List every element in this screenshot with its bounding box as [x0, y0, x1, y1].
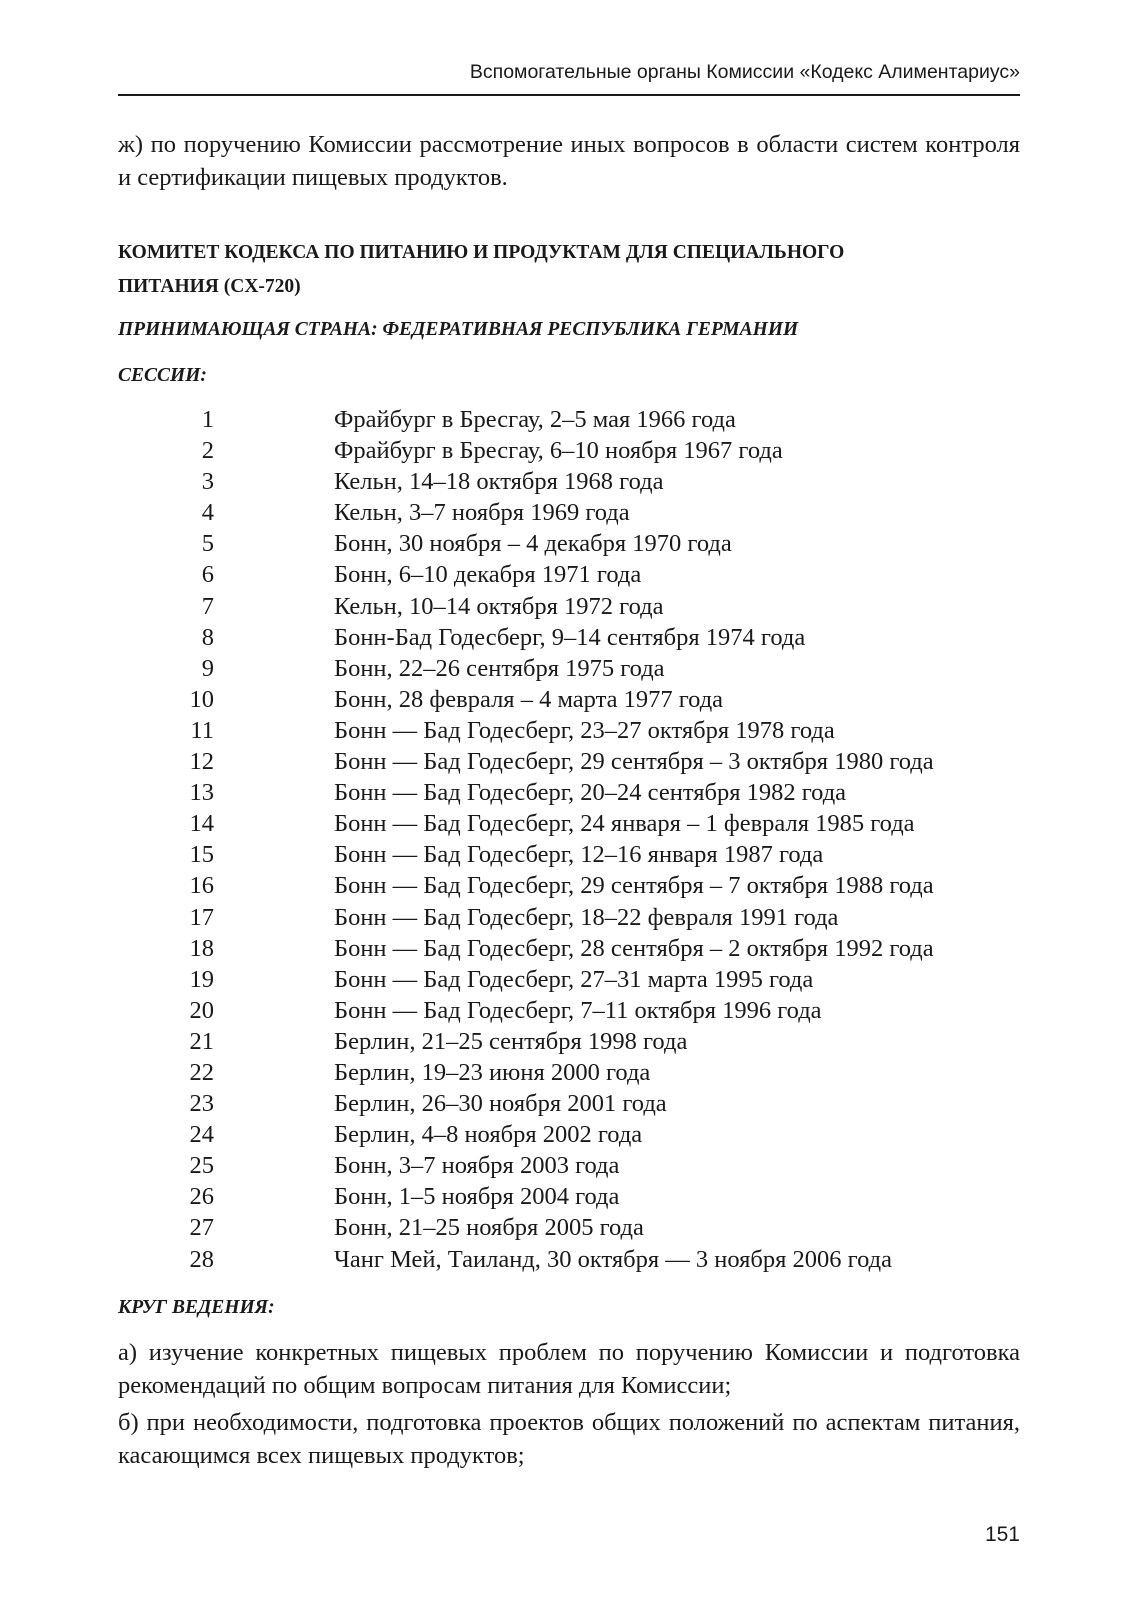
session-number: 24 — [189, 1121, 214, 1149]
session-row — [118, 808, 1020, 839]
session-row — [118, 653, 1020, 684]
session-number: 17 — [189, 903, 214, 931]
session-venue-date: Берлин, 4–8 ноября 2002 года — [334, 1121, 643, 1149]
session-row — [118, 528, 1020, 559]
session-number: 14 — [189, 810, 214, 838]
session-row — [118, 1119, 1020, 1150]
session-venue-date: Бонн, 30 ноября – 4 декабря 1970 года — [334, 530, 732, 558]
session-venue-date: Бонн — Бад Годесберг, 18–22 февраля 1991 года — [334, 903, 839, 931]
header-rule — [118, 94, 1020, 96]
session-venue-date: Бонн-Бад Годесберг, 9–14 сентября 1974 года — [334, 623, 806, 651]
session-row — [118, 435, 1020, 466]
session-number: 4 — [201, 499, 214, 527]
session-venue-date: Бонн — Бад Годесберг, 29 сентября – 3 октября 1980 года — [334, 748, 934, 776]
session-number: 9 — [201, 654, 214, 682]
session-row — [118, 466, 1020, 497]
terms-item-a: а) изучение конкретных пищевых проблем по поручению Комиссии и подготовка рекомендаций по общим вопросам питания для Комиссии; — [118, 1339, 1020, 1399]
session-venue-date: Бонн — Бад Годесберг, 28 сентября – 2 октября 1992 года — [334, 934, 934, 962]
session-number: 2 — [201, 437, 214, 465]
session-row — [118, 1244, 1020, 1275]
session-number: 27 — [189, 1214, 214, 1242]
session-row — [118, 1026, 1020, 1057]
session-number: 5 — [201, 530, 214, 558]
session-venue-date: Кельн, 3–7 ноября 1969 года — [334, 499, 630, 527]
session-number: 22 — [189, 1058, 214, 1086]
session-venue-date: Кельн, 14–18 октября 1968 года — [334, 468, 664, 496]
session-number: 21 — [189, 1027, 214, 1055]
session-venue-date: Бонн — Бад Годесберг, 27–31 марта 1995 года — [334, 965, 814, 993]
session-venue-date: Бонн — Бад Годесберг, 7–11 октября 1996 года — [334, 996, 822, 1024]
session-number: 23 — [189, 1090, 214, 1118]
running-head: Вспомогательные органы Комиссии «Кодекс Алиментариус» — [469, 61, 1020, 83]
section-heading-line-1: КОМИТЕТ КОДЕКСА ПО ПИТАНИЮ И ПРОДУКТАМ ДЛЯ СПЕЦИАЛЬНОГО — [118, 242, 845, 263]
session-number: 19 — [189, 965, 214, 993]
session-row — [118, 839, 1020, 870]
section-heading-line-2: ПИТАНИЯ (CX-720) — [118, 276, 301, 297]
session-number: 25 — [189, 1152, 214, 1180]
session-row — [118, 684, 1020, 715]
session-row — [118, 1212, 1020, 1243]
session-venue-date: Бонн, 22–26 сентября 1975 года — [334, 654, 665, 682]
session-venue-date: Берлин, 21–25 сентября 1998 года — [334, 1027, 688, 1055]
sessions-list — [118, 404, 1020, 1275]
session-number: 3 — [201, 468, 214, 496]
session-row — [118, 870, 1020, 901]
session-venue-date: Берлин, 19–23 июня 2000 года — [334, 1058, 651, 1086]
session-number: 8 — [201, 623, 214, 651]
session-row — [118, 902, 1020, 933]
session-row — [118, 1057, 1020, 1088]
session-number: 10 — [189, 685, 214, 713]
terms-of-reference-label: КРУГ ВЕДЕНИЯ: — [118, 1297, 275, 1318]
session-row — [118, 1150, 1020, 1181]
session-number: 7 — [201, 592, 214, 620]
session-venue-date: Бонн, 6–10 декабря 1971 года — [334, 561, 642, 589]
page-number: 151 — [984, 1523, 1020, 1546]
session-number: 11 — [190, 716, 214, 744]
intro-paragraph: ж) по поручению Комиссии рассмотрение иных вопросов в области систем контроля и сертификации пищевых продуктов. — [118, 131, 1020, 191]
session-venue-date: Бонн, 1–5 ноября 2004 года — [334, 1183, 620, 1211]
session-venue-date: Фрайбург в Бресгау, 2–5 мая 1966 года — [334, 406, 736, 433]
session-row — [118, 933, 1020, 964]
session-venue-date: Бонн, 21–25 ноября 2005 года — [334, 1214, 644, 1242]
session-number: 15 — [189, 841, 214, 869]
session-venue-date: Бонн — Бад Годесберг, 20–24 сентября 1982 года — [334, 779, 847, 807]
session-number: 18 — [189, 934, 214, 962]
session-row — [118, 1181, 1020, 1212]
session-row — [118, 777, 1020, 808]
session-number: 6 — [201, 561, 214, 589]
terms-item-b: б) при необходимости, подготовка проектов общих положений по аспектам питания, касающимся всех пищевых продуктов; — [118, 1409, 1020, 1469]
session-number: 1 — [201, 406, 214, 433]
session-row — [118, 497, 1020, 528]
session-row — [118, 404, 1020, 435]
session-venue-date: Кельн, 10–14 октября 1972 года — [334, 592, 664, 620]
session-row — [118, 591, 1020, 622]
session-venue-date: Берлин, 26–30 ноября 2001 года — [334, 1090, 667, 1118]
session-venue-date: Бонн, 3–7 ноября 2003 года — [334, 1152, 620, 1180]
sessions-label: СЕССИИ: — [118, 365, 207, 386]
session-venue-date: Бонн — Бад Годесберг, 12–16 января 1987 года — [334, 841, 824, 869]
session-row — [118, 715, 1020, 746]
session-number: 28 — [189, 1245, 214, 1273]
section-heading — [118, 236, 1020, 304]
session-row — [118, 622, 1020, 653]
session-venue-date: Бонн, 28 февраля – 4 марта 1977 года — [334, 685, 724, 713]
session-number: 26 — [189, 1183, 214, 1211]
session-number: 13 — [189, 779, 214, 807]
host-country: ПРИНИМАЮЩАЯ СТРАНА: ФЕДЕРАТИВНАЯ РЕСПУБЛИКА ГЕРМАНИИ — [118, 319, 799, 340]
session-row — [118, 964, 1020, 995]
session-venue-date: Бонн — Бад Годесберг, 24 января – 1 февраля 1985 года — [334, 810, 915, 838]
session-venue-date: Бонн — Бад Годесберг, 29 сентября – 7 октября 1988 года — [334, 872, 934, 900]
session-venue-date: Чанг Мей, Таиланд, 30 октября — 3 ноября 2006 года — [334, 1245, 892, 1273]
session-venue-date: Бонн — Бад Годесберг, 23–27 октября 1978 года — [334, 716, 835, 744]
session-number: 20 — [189, 996, 214, 1024]
session-number: 12 — [189, 748, 214, 776]
session-row — [118, 559, 1020, 590]
session-row — [118, 746, 1020, 777]
session-row — [118, 995, 1020, 1026]
session-number: 16 — [189, 872, 214, 900]
document-page — [118, 0, 1020, 1600]
session-venue-date: Фрайбург в Бресгау, 6–10 ноября 1967 года — [334, 437, 783, 465]
session-row — [118, 1088, 1020, 1119]
